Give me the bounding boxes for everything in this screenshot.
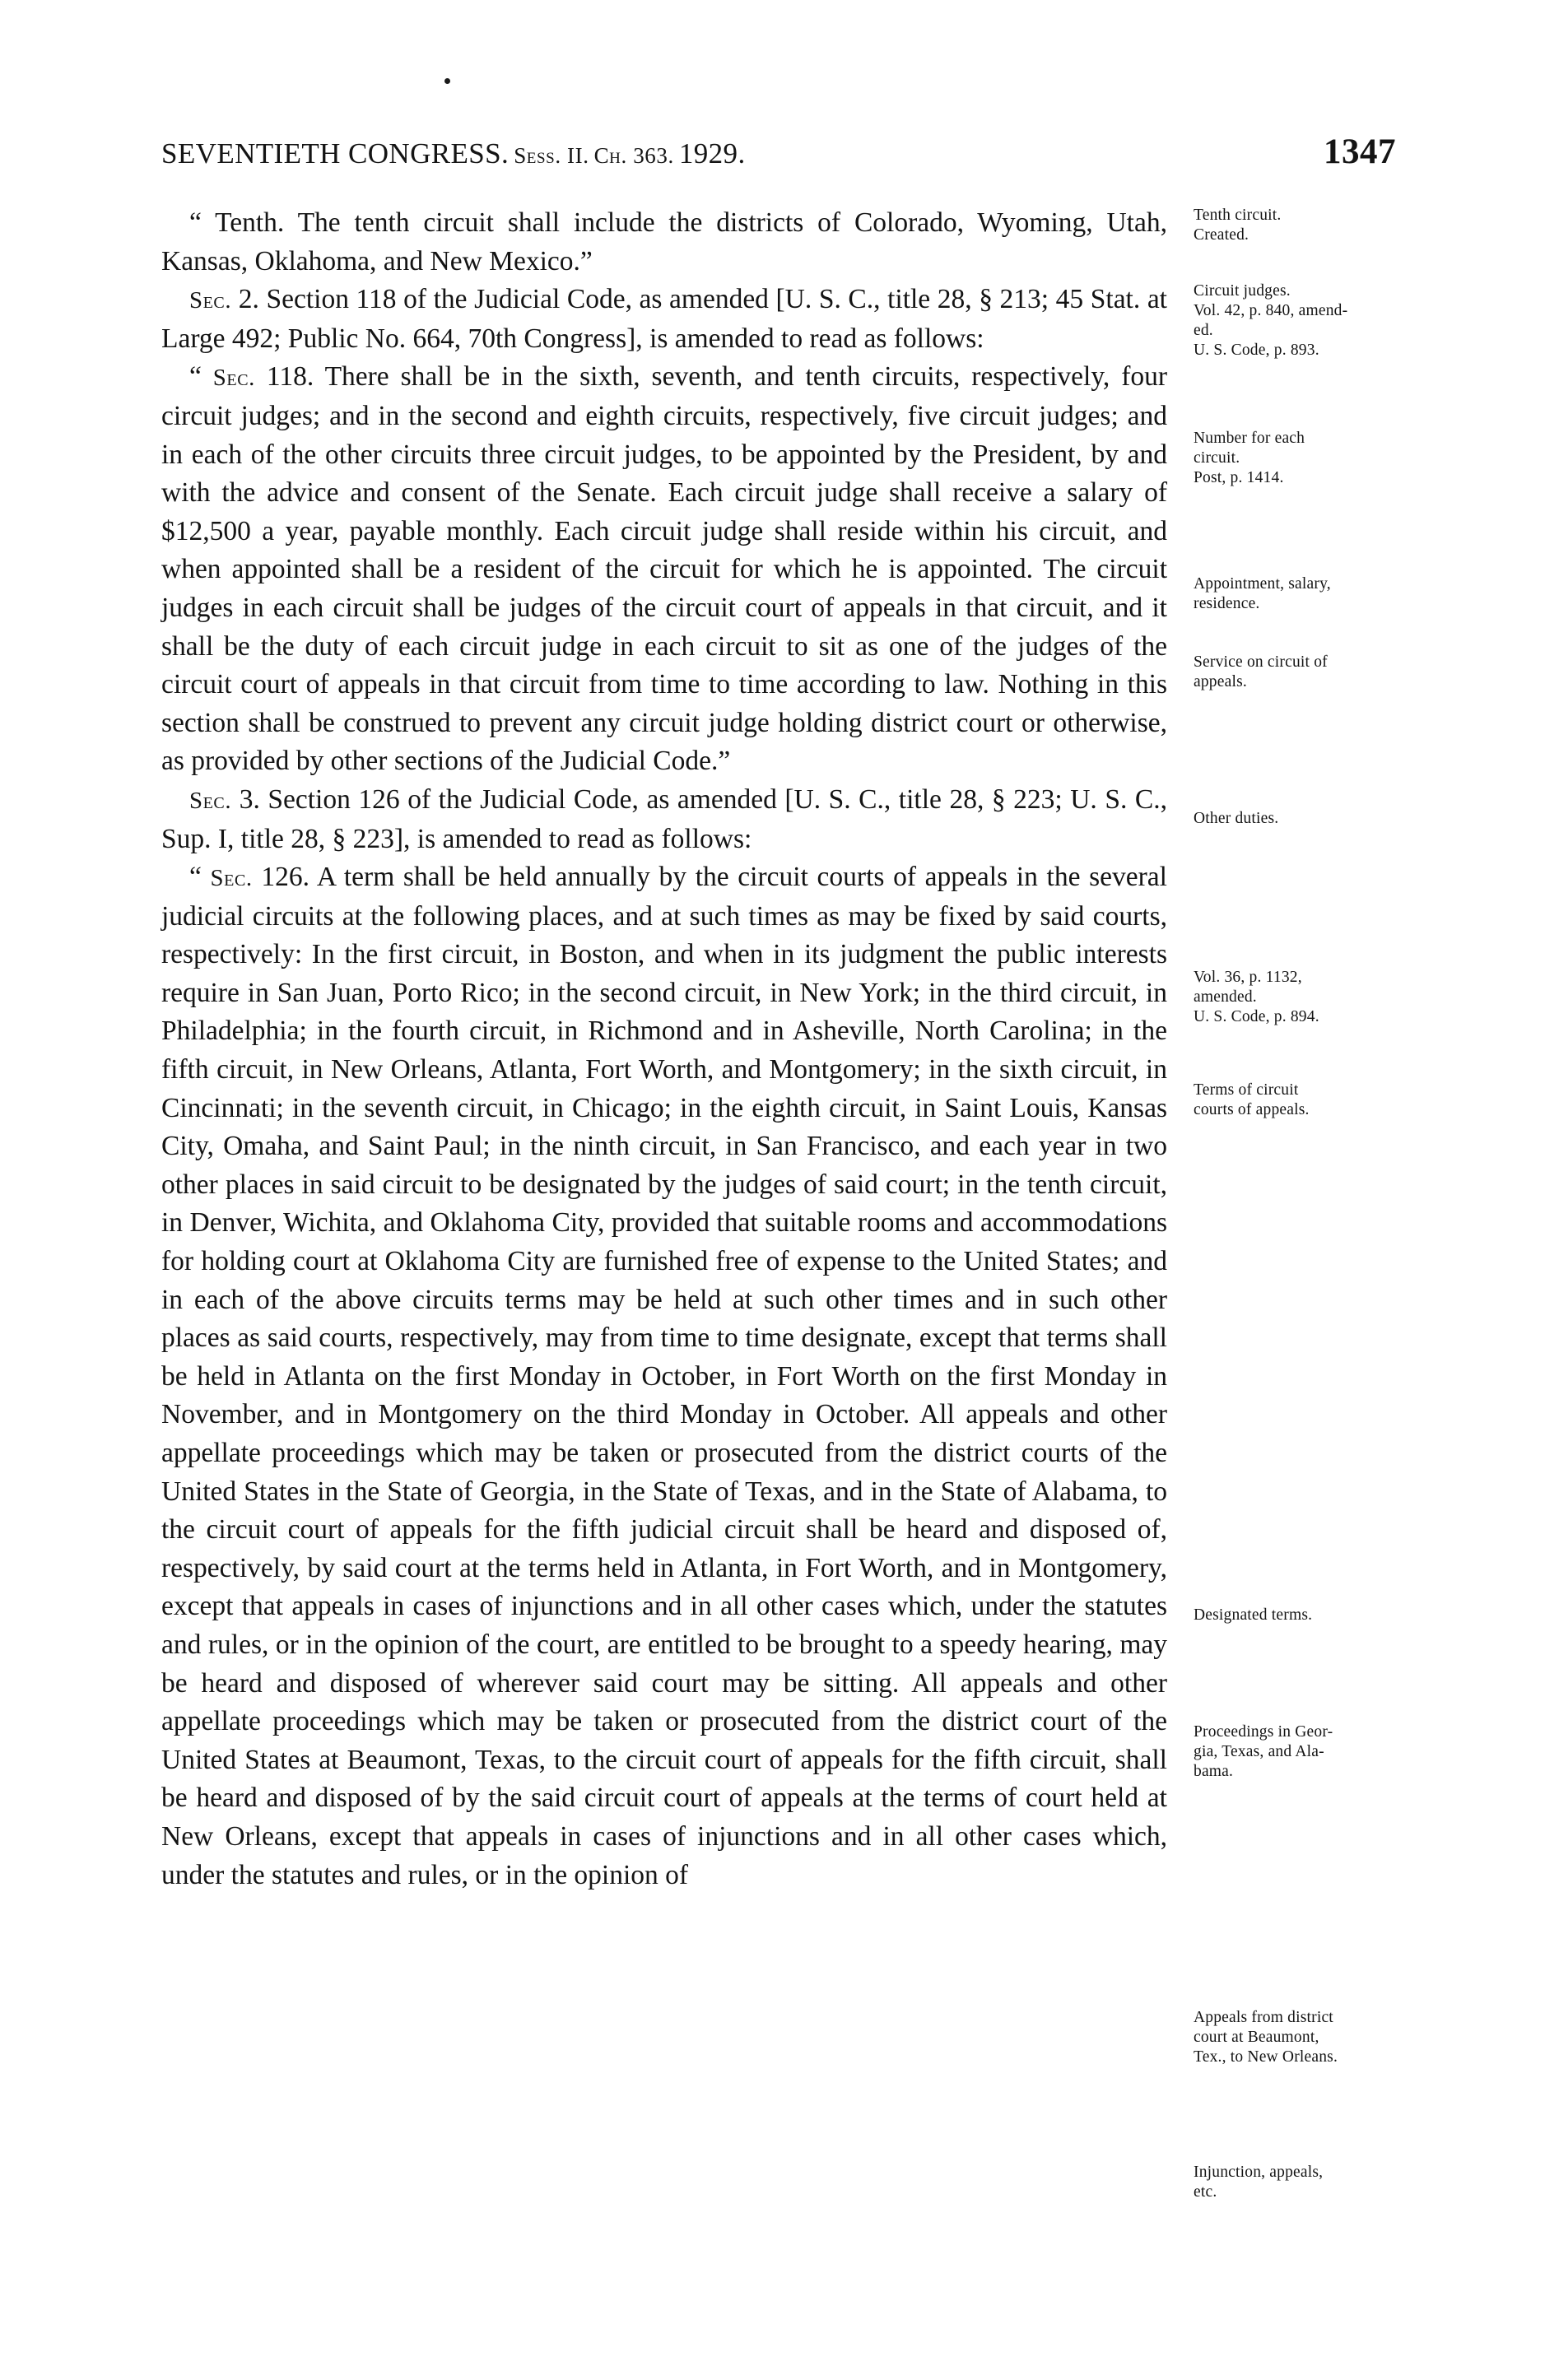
- running-head-year: 1929.: [678, 137, 746, 170]
- paragraph-section-3: Sec. 3. Section 126 of the Judicial Code, as amended [U. S. C., title 28, § 223; U. S. C., Sup. I, title 28, § 223], is amended to read as follows:: [161, 783, 1167, 854]
- page-number: 1347: [1324, 132, 1396, 171]
- paragraph-section-126: “ Sec. 126. A term shall be held annually by the circuit courts of appeals in the several judicial circuits at the following places, and at such times as may be fixed by said courts, respectively: In the first circuit, in Boston, and when in its judgment the public interests require in San Juan, Porto Rico; in the second circuit, in New York; in the third circuit, in Philadelphia; in the fourth circuit, in Richmond and in Asheville, North Carolina; in the fifth circuit, in New Orleans, Atlanta, Fort Worth, and Montgomery; in the sixth circuit, in Cincinnati; in the seventh circuit, in Chicago; in the eighth circuit, in Saint Louis, Kansas City, Omaha, and Saint Paul; in the ninth circuit, in San Francisco, and each year in two other places in said circuit to be designated by the judges of said court; in the tenth circuit, in Denver, Wichita, and Oklahoma City, provided that suitable rooms and accommodations for holding court at Oklahoma City are furnished free of expense to the United States; and in each of the above circuits terms may be held at such other times and in such other places as said courts, respectively, may from time to time designate, except that terms shall be held in Atlanta on the first Monday in October, in Fort Worth on the first Monday in November, and in Montgomery on the third Monday in October. All appeals and other appellate proceedings which may be taken or prosecuted from the district courts of the United States in the State of Georgia, in the State of Texas, and in the State of Alabama, to the circuit court of appeals for the fifth judicial circuit shall be heard and disposed of, respectively, by said court at the terms held in Atlanta, in Fort Worth, and in Montgomery, except that appeals in cases of injunctions and in all other cases which, under the statutes and rules, or in the opinion of the court, are entitled to be brought to a speedy hearing, may be heard and disposed of wherever said court may be sitting. All appeals and other appellate proceedings which may be taken or prosecuted from the district court of the United States at Beaumont, Texas, to the circuit court of appeals for the fifth circuit, shall be heard and disposed of by the said circuit court of appeals at the terms of court held at New Orleans, except that appeals in cases of injunctions and in all other cases which, under the statutes and rules, or in the opinion of: [161, 862, 1167, 1890]
- sidenote-service-circuit-appeals: Service on circuit of appeals.: [1194, 653, 1328, 690]
- sidenote-proceedings-georgia: Proceedings in Geor- gia, Texas, and Ala- bama.: [1194, 1723, 1333, 1780]
- sidenote-designated-terms: Designated terms.: [1194, 1606, 1313, 1624]
- sidenote-appeals-beaumont: Appeals from district court at Beaumont, Tex., to New Orleans.: [1194, 2009, 1338, 2066]
- running-head: [161, 132, 1396, 172]
- running-head-session: Sess. II.: [514, 143, 589, 168]
- sidenote-number-each-circuit: Number for each circuit. Post, p. 1414.: [1194, 430, 1305, 486]
- paragraph-section-118: “ Sec. 118. There shall be in the sixth, seventh, and tenth circuits, respectively, four circuit judges; and in the second and eighth circuits, respectively, five circuit judges; and in each of the other circuits three circuit judges, to be appointed by the President, by and with the advice and consent of the Senate. Each circuit judge shall receive a salary of $12,500 a year, payable monthly. Each circuit judge shall reside within his circuit, and when appointed shall be a resident of the circuit for which he is appointed. The circuit judges in each circuit shall be judges of the circuit court of appeals in that circuit, and it shall be the duty of each circuit judge in each circuit to sit as one of the judges of the circuit court of appeals in that circuit from time to time according to law. Nothing in this section shall be construed to prevent any circuit judge holding district court or otherwise, as provided by other sections of the Judicial Code.”: [161, 361, 1168, 777]
- paragraph-section-2: Sec. 2. Section 118 of the Judicial Code, as amended [U. S. C., title 28, § 213; 45 Stat. at Large 492; Public No. 664, 70th Congress], is amended to read as follows:: [161, 284, 1167, 354]
- sidenote-other-duties: Other duties.: [1194, 810, 1279, 827]
- sidenote-tenth-circuit: Tenth circuit. Created.: [1194, 207, 1282, 244]
- sidenote-vol36-amended: Vol. 36, p. 1132, amended. U. S. Code, p. 894.: [1194, 969, 1319, 1025]
- sidenote-appointment-salary: Appointment, salary, residence.: [1194, 575, 1331, 612]
- sidenote-terms-circuit-courts: Terms of circuit courts of appeals.: [1194, 1081, 1310, 1118]
- running-head-congress: SEVENTIETH CONGRESS.: [161, 137, 510, 170]
- sidenote-injunction-appeals: Injunction, appeals, etc.: [1194, 2164, 1324, 2201]
- running-head-chapter: Ch. 363.: [593, 143, 674, 168]
- main-text-column: [161, 204, 1167, 1894]
- running-head-text: [161, 137, 751, 170]
- sidenote-circuit-judges: Circuit judges. Vol. 42, p. 840, amend- ed. U. S. Code, p. 893.: [1194, 282, 1348, 359]
- page-ink-mark: [444, 78, 450, 84]
- paragraph-tenth: “ Tenth. The tenth circuit shall include the districts of Colorado, Wyoming, Utah, Kansas, Oklahoma, and New Mexico.”: [161, 207, 1167, 277]
